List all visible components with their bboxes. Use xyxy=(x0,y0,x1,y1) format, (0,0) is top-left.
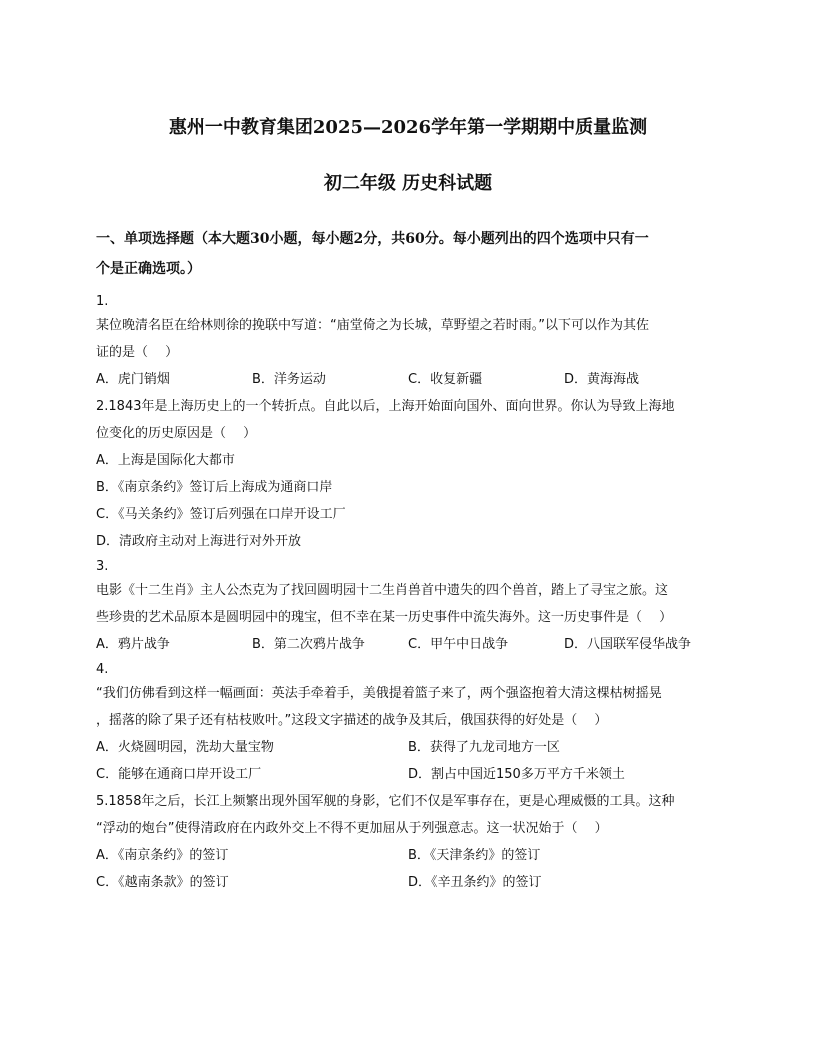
question-number: 3. xyxy=(96,559,109,574)
option-d: D．割占中国近150多万平方千米领土 xyxy=(408,767,625,782)
option-row xyxy=(96,631,720,658)
option-row xyxy=(96,869,720,896)
section-header xyxy=(96,224,720,284)
question-stem-line: 某位晚清名臣在给林则徐的挽联中写道：“庙堂倚之为长城，草野望之若时雨。”以下可以作为其佐 xyxy=(96,318,649,333)
option-d: D．《辛丑条约》的签订 xyxy=(408,875,542,890)
section-header-line-1: 一、单项选择题（本大题30小题，每小题2分，共60分。每小题列出的四个选项中只有一 xyxy=(96,231,649,247)
option-b: B．《天津条约》的签订 xyxy=(408,848,541,863)
question-number: 1. xyxy=(96,294,109,309)
option-b: B．《南京条约》签订后上海成为通商口岸 xyxy=(96,480,333,495)
option-a: A．虎门销烟 xyxy=(96,372,170,387)
section-header-line-2: 个是正确选项。） xyxy=(96,261,201,277)
option-c: C．《马关条约》签订后列强在口岸开设工厂 xyxy=(96,507,346,522)
option-row xyxy=(96,761,720,788)
option-row xyxy=(96,366,720,393)
option-b: B．获得了九龙司地方一区 xyxy=(408,740,560,755)
question-stem-line: 电影《十二生肖》主人公杰克为了找回圆明园十二生肖兽首中遗失的四个兽首，踏上了寻宝之旅。这 xyxy=(96,583,669,598)
option-c: C．收复新疆 xyxy=(408,372,483,387)
question-stem-line: 位变化的历史原因是（ ） xyxy=(96,426,257,441)
option-a: A．上海是国际化大都市 xyxy=(96,453,235,468)
question-stem-line: “我们仿佛看到这样一幅画面：英法手牵着手，美俄提着篮子来了，两个强盗抱着大清这棵枯树摇晃 xyxy=(96,686,662,701)
question-number: 4. xyxy=(96,662,109,677)
question-stem-line: 些珍贵的艺术品原本是圆明园中的瑰宝，但不幸在某一历史事件中流失海外。这一历史事件是（ ） xyxy=(96,610,673,625)
option-b: B．第二次鸦片战争 xyxy=(252,637,365,652)
option-c: C．能够在通商口岸开设工厂 xyxy=(96,767,262,782)
question-stem-line: 5.1858年之后，长江上频繁出现外国军舰的身影，它们不仅是军事存在，更是心理威慑的工具。这种 xyxy=(96,794,675,809)
option-a: A．鸦片战争 xyxy=(96,637,170,652)
exam-title: 惠州一中教育集团2025—2026学年第一学期期中质量监测 xyxy=(168,117,648,138)
option-row xyxy=(96,734,720,761)
question-4 xyxy=(96,660,720,788)
question-stem-line: “浮动的炮台”使得清政府在内政外交上不得不更加屈从于列强意志。这一状况始于（ ） xyxy=(96,821,608,836)
option-row xyxy=(96,842,720,869)
question-list xyxy=(96,290,720,896)
question-stem-line: ，摇落的除了果子还有枯枝败叶。”这段文字描述的战争及其后，俄国获得的好处是（ ） xyxy=(96,713,608,728)
option-d: D．黄海海战 xyxy=(564,372,640,387)
option-d: D．清政府主动对上海进行对外开放 xyxy=(96,534,302,549)
option-c: C．《越南条款》的签订 xyxy=(96,875,229,890)
question-3 xyxy=(96,557,720,658)
question-2 xyxy=(96,393,720,555)
option-d: D．八国联军侵华战争 xyxy=(564,637,692,652)
question-5 xyxy=(96,788,720,896)
question-1 xyxy=(96,292,720,393)
question-stem-line: 证的是（ ） xyxy=(96,345,179,360)
question-stem-line: 2.1843年是上海历史上的一个转折点。自此以后，上海开始面向国外、面向世界。你认为导致上海地 xyxy=(96,399,675,414)
exam-subtitle: 初二年级 历史科试题 xyxy=(323,173,493,194)
option-b: B．洋务运动 xyxy=(252,372,326,387)
option-c: C．甲午中日战争 xyxy=(408,637,509,652)
option-a: A．《南京条约》的签订 xyxy=(96,848,229,863)
option-a: A．火烧圆明园，洗劫大量宝物 xyxy=(96,740,274,755)
